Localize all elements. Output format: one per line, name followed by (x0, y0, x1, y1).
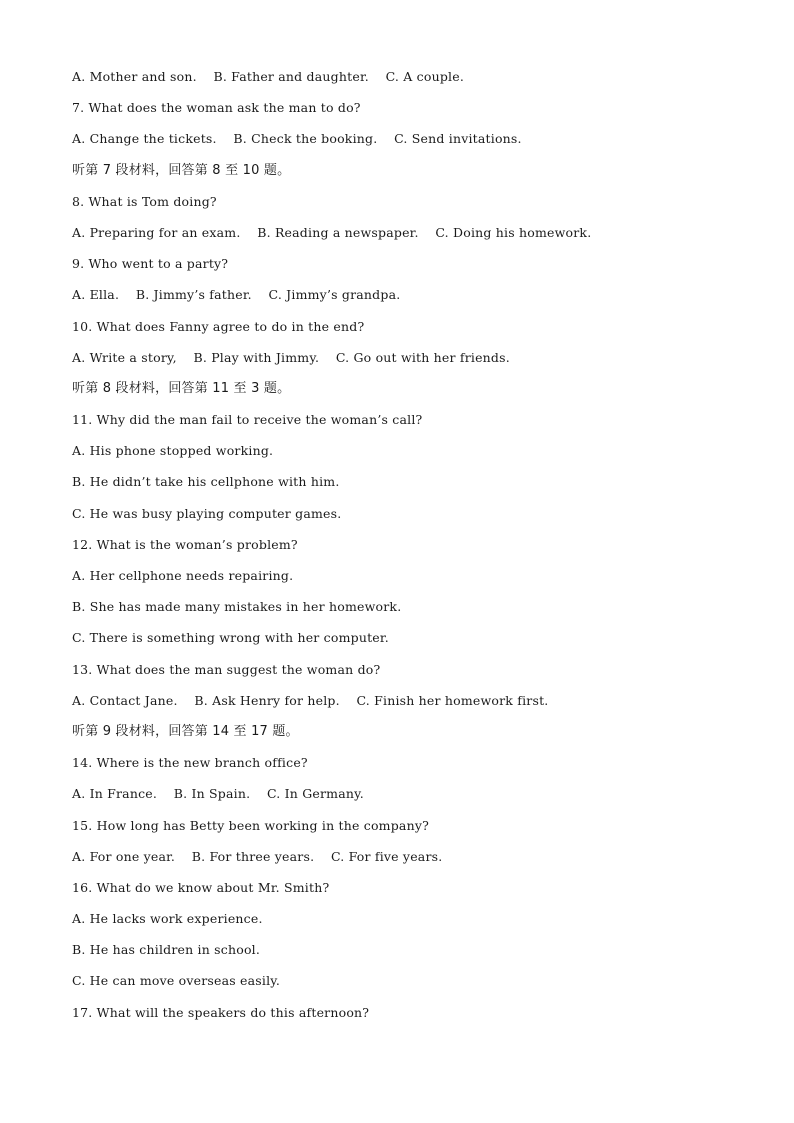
question-16: 16. What do we know about Mr. Smith? (72, 879, 330, 895)
q11-option-a: A. His phone stopped working. (72, 443, 274, 459)
q11-option-b: B. He didn’t take his cellphone with him. (72, 474, 340, 490)
q11-option-c: C. He was busy playing computer games. (72, 505, 342, 521)
question-9: 9. Who went to a party? (72, 256, 229, 272)
question-15: 15. How long has Betty been working in the company? (72, 817, 429, 833)
section-heading-7: 听第 7 段材料，回答第 8 至 10 题。 (72, 162, 291, 178)
question-12: 12. What is the woman’s problem? (72, 536, 298, 552)
q13-options: A. Contact Jane. B. Ask Henry for help. C. Finish her homework first. (72, 692, 549, 708)
section-heading-8: 听第 8 段材料，回答第 11 至 3 题。 (72, 380, 291, 396)
q12-option-c: C. There is something wrong with her computer. (72, 630, 389, 646)
question-8: 8. What is Tom doing? (72, 193, 217, 209)
q16-option-c: C. He can move overseas easily. (72, 973, 281, 989)
q10-options: A. Write a story, B. Play with Jimmy. C. Go out with her friends. (72, 349, 510, 365)
q14-options: A. In France. B. In Spain. C. In Germany. (72, 786, 364, 802)
question-17: 17. What will the speakers do this afternoon? (72, 1004, 370, 1020)
q12-option-b: B. She has made many mistakes in her homework. (72, 599, 402, 615)
question-11: 11. Why did the man fail to receive the woman’s call? (72, 412, 423, 428)
q12-option-a: A. Her cellphone needs repairing. (72, 568, 294, 583)
q16-option-b: B. He has children in school. (72, 942, 261, 958)
q6-options: A. Mother and son. B. Father and daughter. C. A couple. (72, 69, 465, 84)
q8-options: A. Preparing for an exam. B. Reading a newspaper. C. Doing his homework. (72, 224, 592, 240)
question-7: 7. What does the woman ask the man to do? (72, 100, 361, 116)
q7-options: A. Change the tickets. B. Check the booking. C. Send invitations. (72, 131, 522, 147)
exam-page (72, 66, 752, 1033)
q9-options: A. Ella. B. Jimmy’s father. C. Jimmy’s grandpa. (72, 287, 401, 303)
question-14: 14. Where is the new branch office? (72, 755, 308, 771)
section-heading-9: 听第 9 段材料，回答第 14 至 17 题。 (72, 723, 299, 739)
question-13: 13. What does the man suggest the woman do? (72, 661, 381, 677)
q16-option-a: A. He lacks work experience. (72, 911, 263, 927)
q15-options: A. For one year. B. For three years. C. For five years. (72, 848, 443, 864)
question-10: 10. What does Fanny agree to do in the end? (72, 318, 365, 334)
